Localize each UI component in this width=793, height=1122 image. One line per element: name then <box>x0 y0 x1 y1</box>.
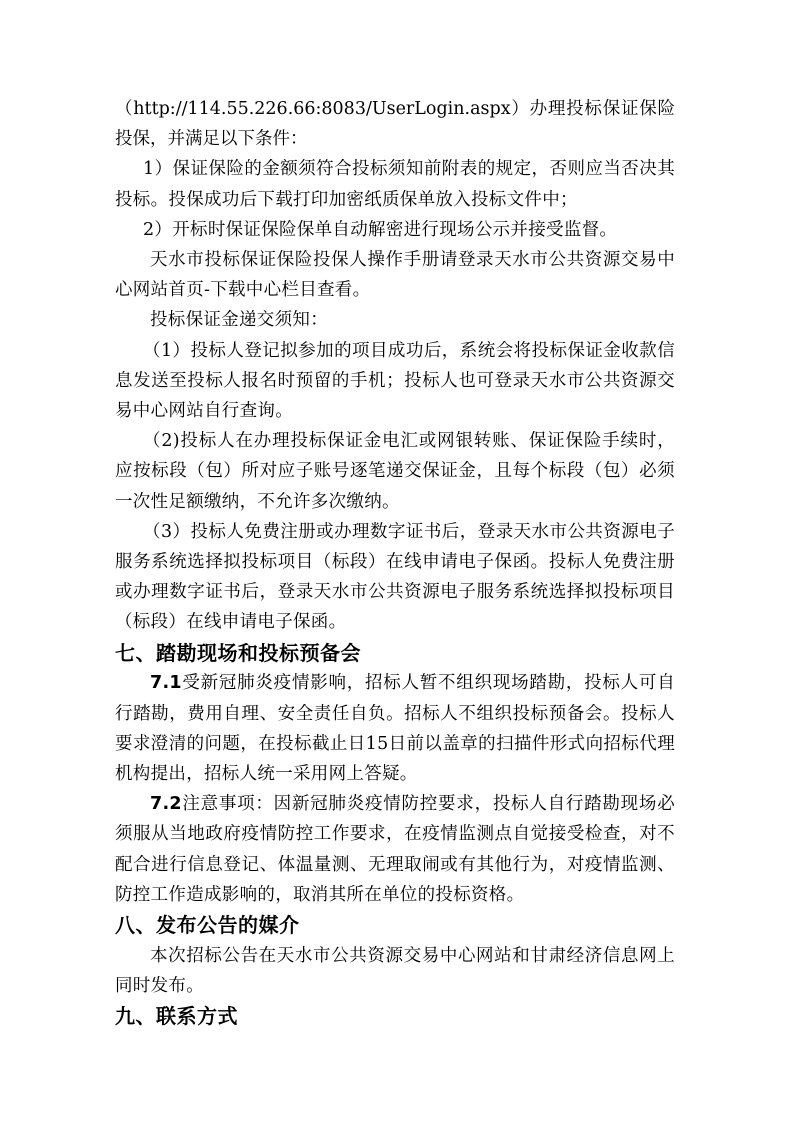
section-8-text: 本次招标公告在天水市公共资源交易中心网站和甘肃经济信息网上同时发布。 <box>115 945 675 997</box>
paragraph-condition-2: 2）开标时保证保险保单自动解密进行现场公示并接受监督。 <box>143 219 618 240</box>
paragraph-condition-1: 1）保证保险的金额须符合投标须知前附表的规定，否则应当否决其投标。投保成功后下载打印加密纸质保单放入投标文件中； <box>115 159 675 210</box>
paragraph-deposit-1: （1）投标人登记拟参加的项目成功后，系统会将投标保证金收款信息发送至投标人报名时预留的手机；投标人也可登录天水市公共资源交易中心网站自行查询。 <box>115 340 675 422</box>
paragraph-url-login: （http://114.55.226.66:8083/UserLogin.aspx）办理投标保证保险投保，并满足以下条件： <box>115 99 675 150</box>
section-7-item-1 <box>115 668 675 789</box>
item-text: 受新冠肺炎疫情影响，招标人暂不组织现场踏勘，投标人可自行踏勘，费用自理、安全责任自负。招标人不组织投标预备会。投标人要求澄清的问题，在投标截止日15日前以盖章的扫描件形式向招标代理机构提出，招标人统一采用网上答疑。 <box>115 673 675 785</box>
item-number: 7.2 <box>150 794 182 815</box>
item-text: 注意事项：因新冠肺炎疫情防控要求，投标人自行踏勘现场必须服从当地政府疫情防控工作要求，在疫情监测点自觉接受检查，对不配合进行信息登记、体温量测、无理取闹或有其他行为，对疫情监测、防控工作造成影响的，取消其所在单位的投标资格。 <box>115 794 675 905</box>
section-8-heading: 八、发布公告的媒介 <box>115 913 300 938</box>
paragraph-deposit-3: （3）投标人免费注册或办理数字证书后，登录天水市公共资源电子服务系统选择拟投标项目（标段）在线申请电子保函。投标人免费注册或办理数字证书后，登录天水市公共资源电子服务系统选择拟投标项目（标段）在线申请电子保函。 <box>115 521 675 633</box>
item-number: 7.1 <box>150 673 182 694</box>
paragraph-manual-note: 天水市投标保证保险投保人操作手册请登录天水市公共资源交易中心网站首页-下载中心栏目查看。 <box>115 250 675 301</box>
paragraph-deposit-heading: 投标保证金递交须知： <box>150 310 328 331</box>
section-7-item-2 <box>115 789 675 910</box>
section-9-heading: 九、联系方式 <box>115 1004 238 1029</box>
section-7-heading: 七、踏勘现场和投标预备会 <box>115 640 361 665</box>
paragraph-deposit-2: （2)投标人在办理投标保证金电汇或网银转账、保证保险手续时，应按标段（包）所对应子账号逐笔递交保证金，且每个标段（包）必须一次性足额缴纳，不允许多次缴纳。 <box>115 431 675 512</box>
document-body <box>115 94 675 1032</box>
